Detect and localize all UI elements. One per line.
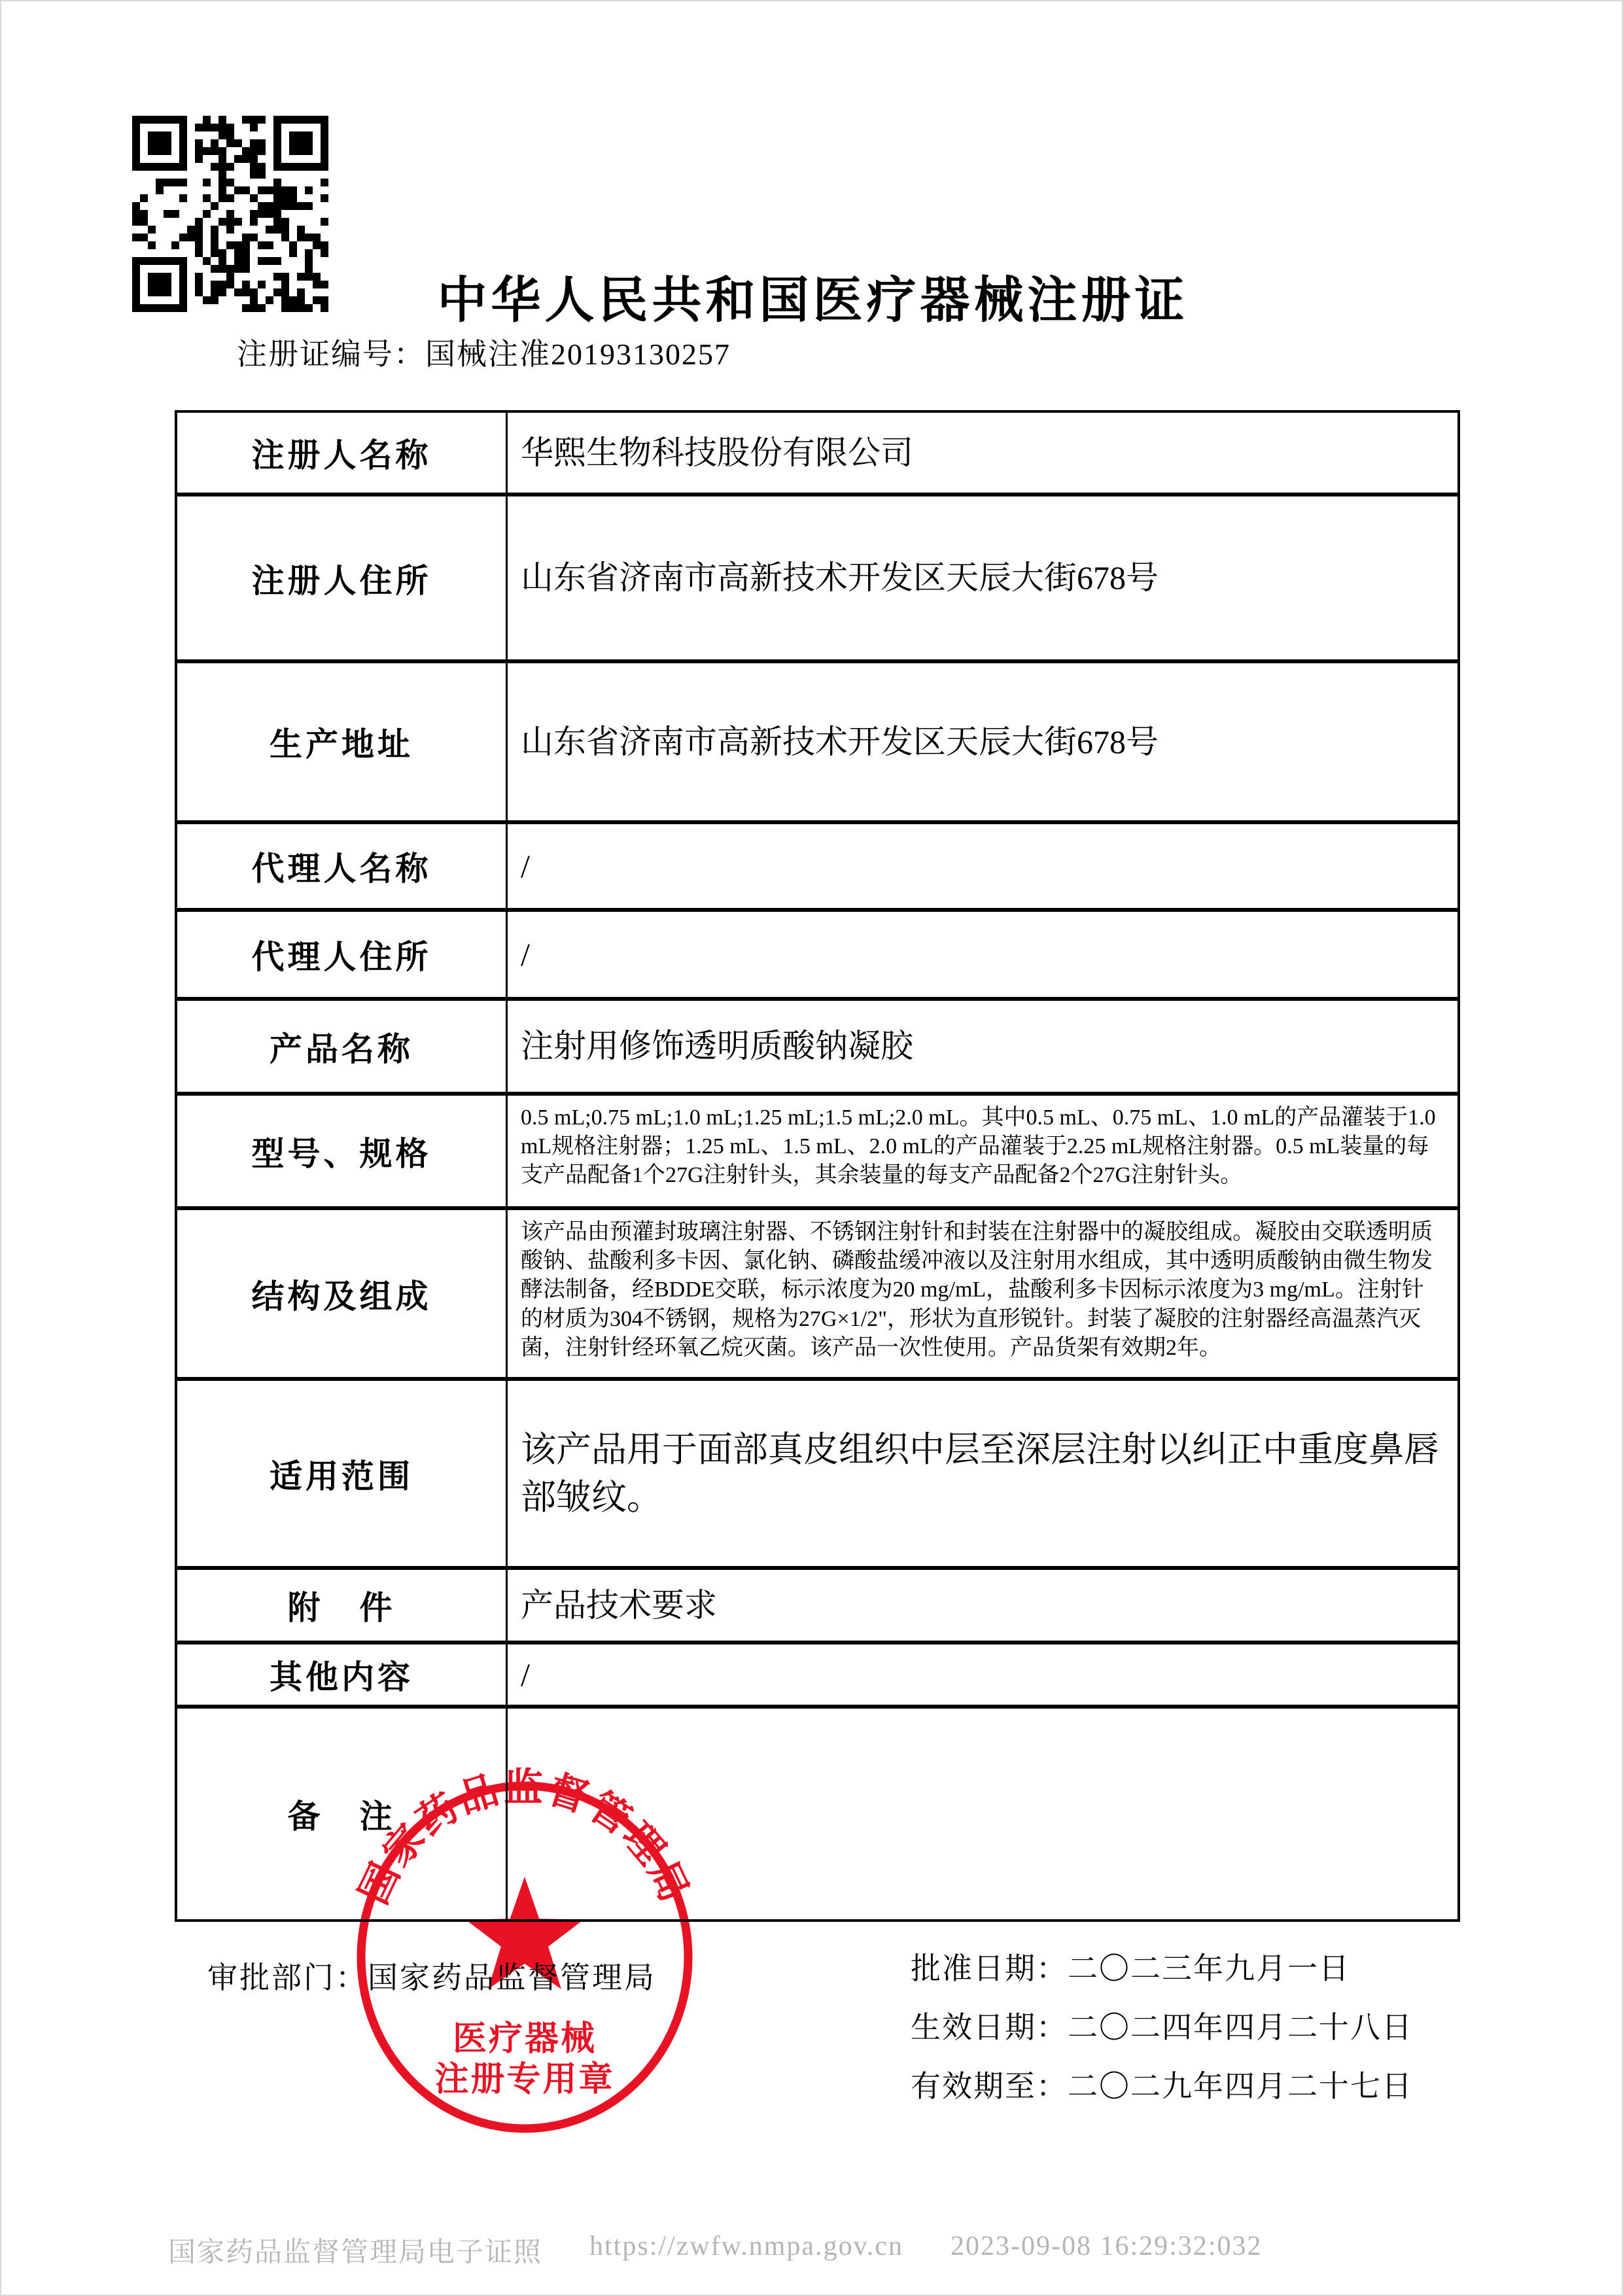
seal-line2: 注册专用章 (434, 2061, 615, 2098)
table-row (177, 1001, 1457, 1096)
row-label: 产品名称 (177, 1001, 508, 1092)
table-row (177, 824, 1457, 912)
row-value: 该产品用于面部真皮组织中层至深层注射以纠正中重度鼻唇部皱纹。 (521, 1429, 1439, 1517)
approval-department-value: 国家药品监督管理局 (368, 1961, 656, 1994)
table-row (177, 496, 1457, 663)
official-seal (341, 1767, 708, 2147)
row-label: 代理人住所 (177, 912, 508, 997)
expiry-date-value: 二〇二九年四月二十七日 (1068, 2070, 1413, 2103)
footer-issuer: 国家药品监督管理局电子证照 (168, 2238, 543, 2268)
row-value: 注射用修饰透明质酸钠凝胶 (521, 1028, 913, 1065)
table-row (177, 413, 1457, 496)
info-table (175, 410, 1460, 1922)
table-row (177, 663, 1457, 824)
footer-url: https://zwfw.nmpa.gov.cn (589, 2231, 903, 2261)
table-row (177, 1096, 1457, 1210)
row-label: 注册人住所 (177, 496, 508, 659)
row-label: 注册人名称 (177, 413, 508, 493)
footer-timestamp: 2023-09-08 16:29:32:032 (951, 2231, 1263, 2261)
row-label: 型号、规格 (177, 1096, 508, 1206)
row-label: 备 注 (177, 1709, 508, 1919)
table-row (177, 1210, 1457, 1381)
seal-line1: 医疗器械 (452, 2021, 597, 2058)
row-value: 该产品由预灌封玻璃注射器、不锈钢注射针和封装在注射器中的凝胶组成。凝胶由交联透明质酸钠、盐酸利多卡因、氯化钠、磷酸盐缓冲液以及注射用水组成，其中透明质酸钠由微生物发酵法制备，经BDDE交联，标示浓度为20 mg/mL，盐酸利多卡因标示浓度为3 mg/mL。注射针的材质为304不锈钢，规格为27G×1/2"，形状为直形锐针。封装了凝胶的注射器经高温蒸汽灭菌，注射针经环氧乙烷灭菌。该产品一次性使用。产品货架有效期2年。 (521, 1220, 1433, 1360)
row-label: 生产地址 (177, 663, 508, 820)
registration-number-value: 国械注准20193130257 (425, 338, 731, 371)
row-label: 代理人名称 (177, 824, 508, 908)
expiry-date (911, 2072, 1413, 2102)
effective-date-value: 二〇二四年四月二十八日 (1068, 2011, 1413, 2044)
approval-date-label: 批准日期： (911, 1952, 1068, 1985)
certificate-title: 中华人民共和国医疗器械注册证 (437, 273, 1189, 328)
table-row (177, 1570, 1457, 1644)
approval-date-value: 二〇二三年九月一日 (1068, 1952, 1350, 1985)
approval-department-label: 审批部门： (207, 1961, 368, 1994)
seal-org-text: 国家药品监督管理局 (351, 1767, 698, 1911)
dates-block (911, 1954, 1413, 2131)
row-value: 华熙生物科技股份有限公司 (521, 434, 913, 471)
effective-date-label: 生效日期： (911, 2011, 1068, 2044)
approval-date (911, 1954, 1413, 1984)
star-icon (466, 1877, 584, 1989)
row-label: 适用范围 (177, 1381, 508, 1566)
registration-number-label: 注册证编号： (237, 338, 425, 371)
row-label: 结构及组成 (177, 1210, 508, 1377)
registration-number (237, 336, 731, 372)
footer (168, 2231, 1542, 2270)
row-value: 0.5 mL;0.75 mL;1.0 mL;1.25 mL;1.5 mL;2.0 mL。其中0.5 mL、0.75 mL、1.0 mL的产品灌装于1.0 mL规格注射器；1.25 mL、1.5 mL、2.0 mL的产品灌装于2.25 mL规格注射器。0.5 mL装量的每支产品配备1个27G注射针头，其余装量的每支产品配备2个27G注射针头。 (521, 1105, 1436, 1188)
row-value: / (521, 1656, 530, 1693)
row-value: / (521, 847, 530, 884)
row-value: 山东省济南市高新技术开发区天辰大街678号 (521, 559, 1159, 597)
table-row (177, 1644, 1457, 1709)
row-value: 产品技术要求 (521, 1586, 717, 1624)
table-row (177, 1381, 1457, 1570)
row-label: 附 件 (177, 1570, 508, 1641)
row-value: / (521, 935, 530, 973)
expiry-date-label: 有效期至： (911, 2070, 1068, 2103)
row-value: 山东省济南市高新技术开发区天辰大街678号 (521, 723, 1159, 760)
effective-date (911, 2013, 1413, 2043)
table-row (177, 912, 1457, 1001)
row-label: 其他内容 (177, 1644, 508, 1705)
